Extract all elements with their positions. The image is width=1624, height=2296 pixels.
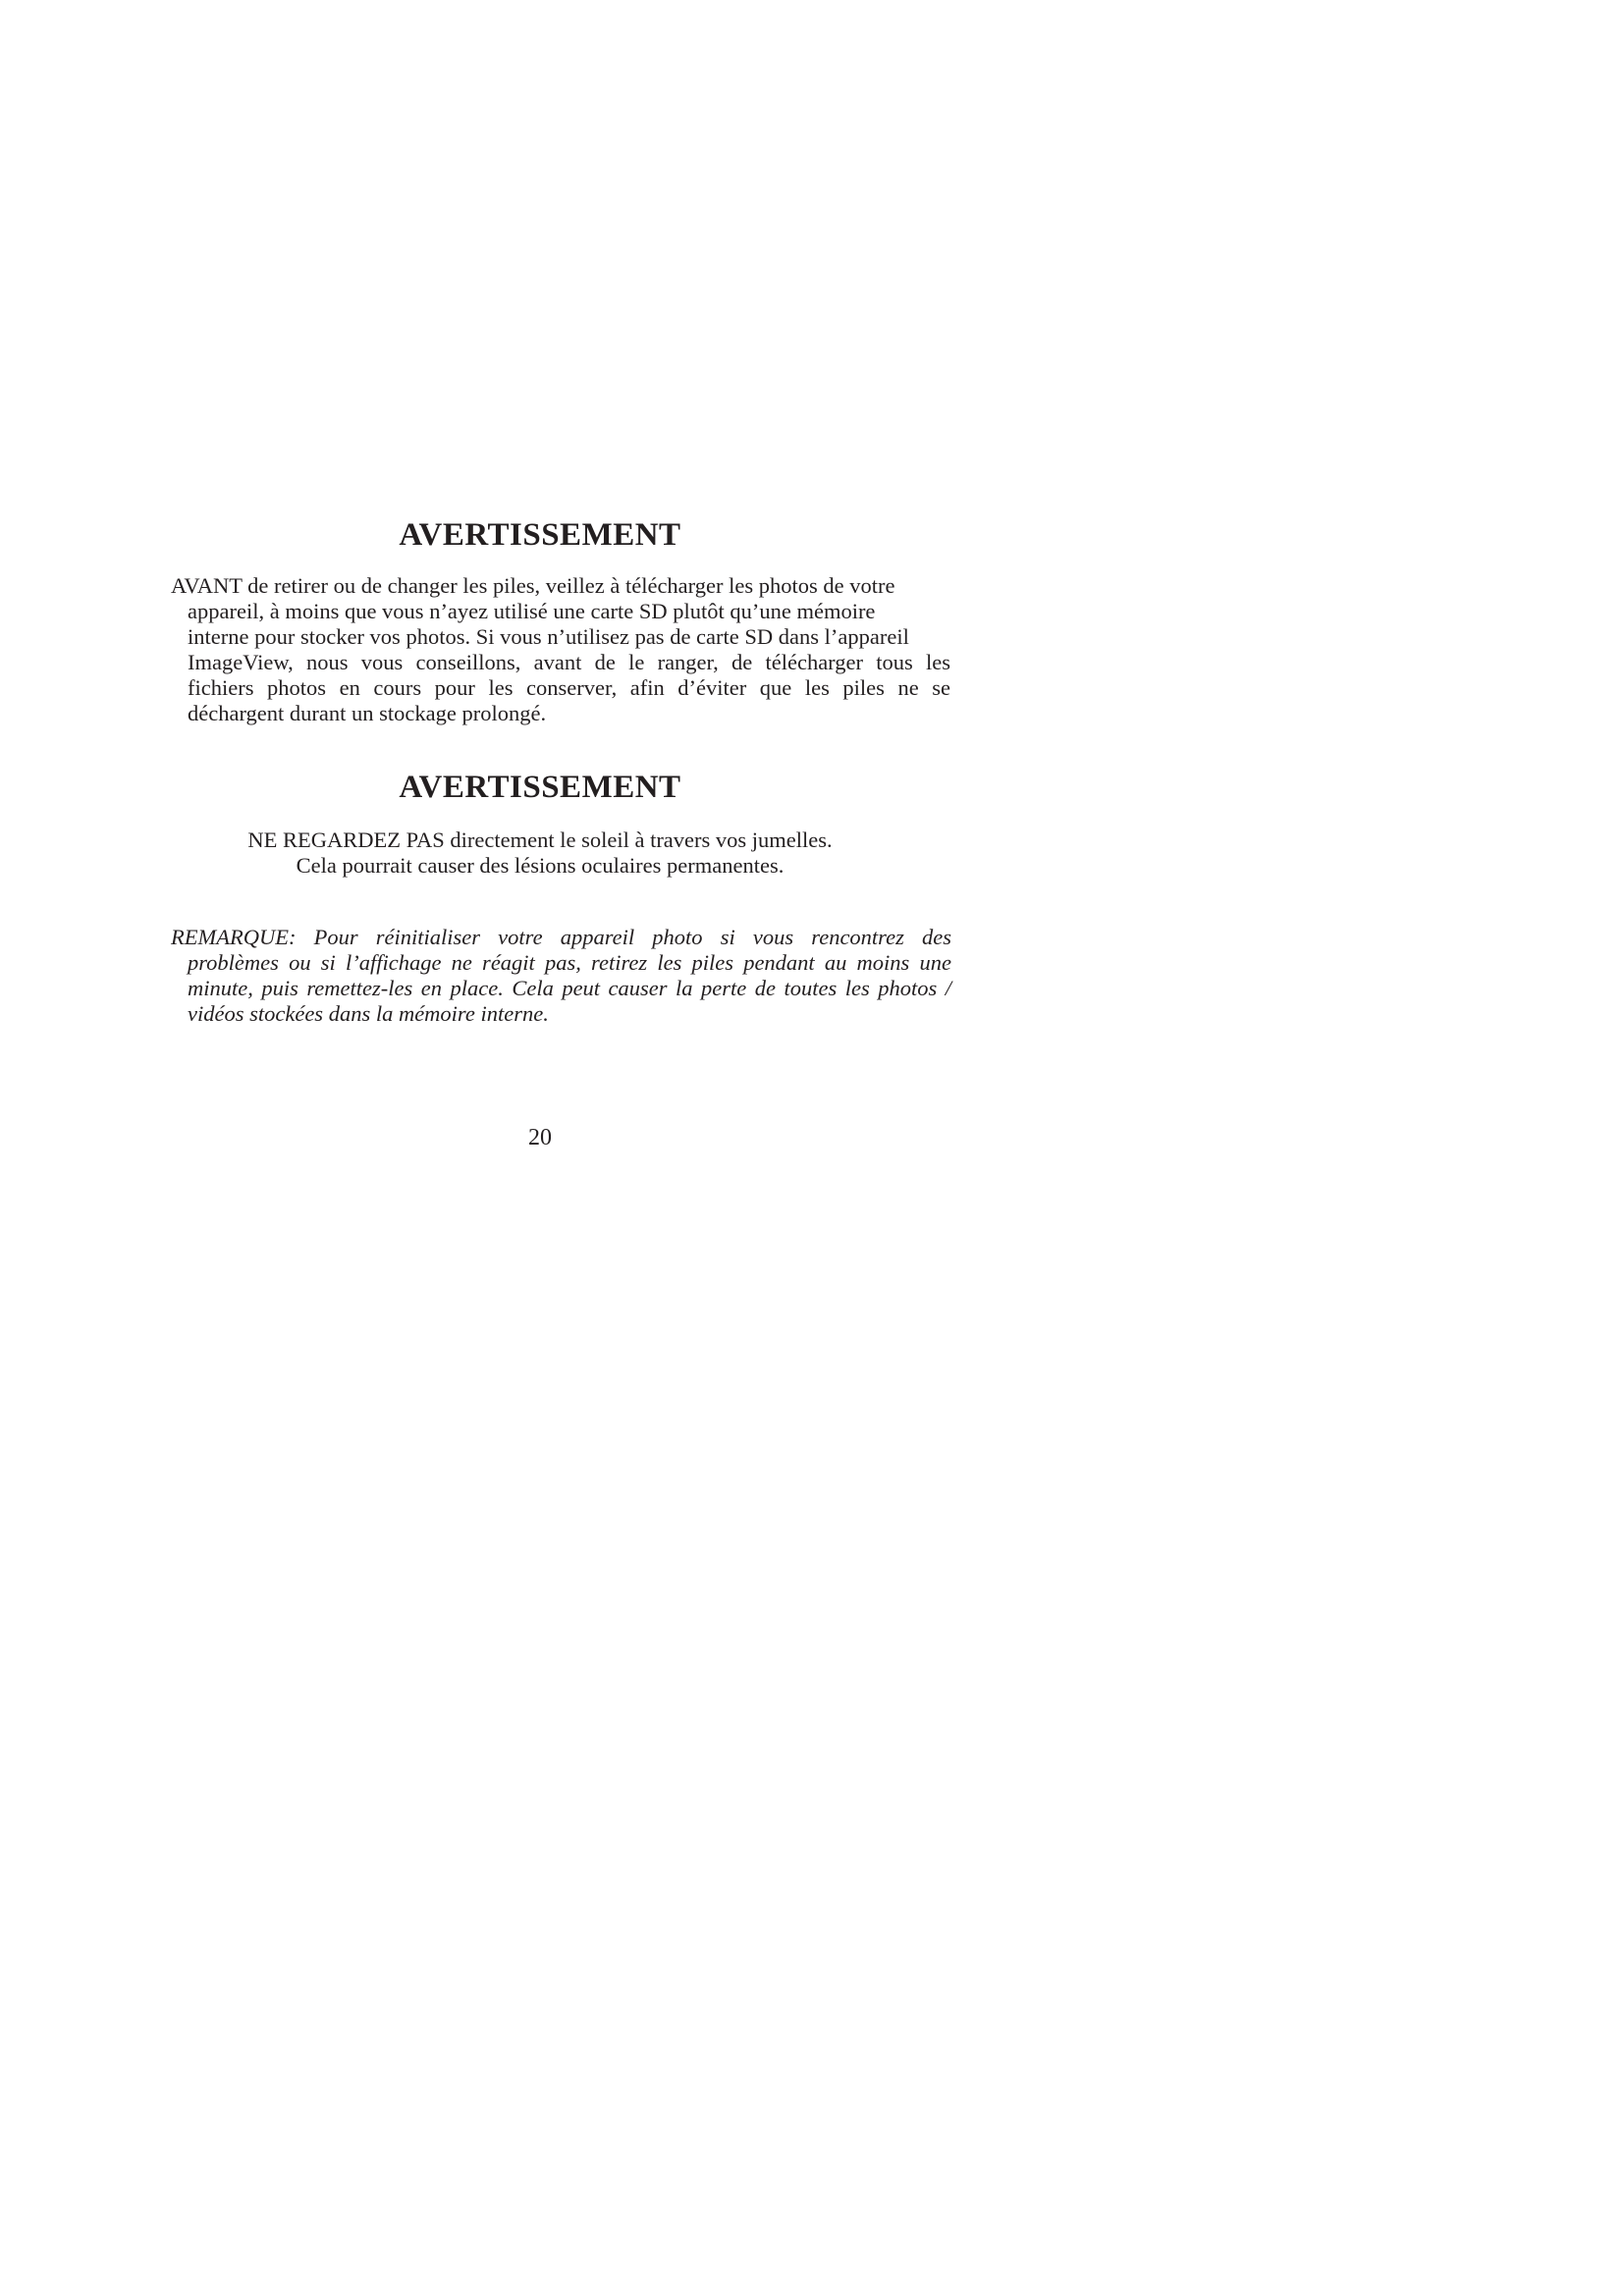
warning-text-line: NE REGARDEZ PAS directement le soleil à travers vos jumelles.: [247, 828, 833, 852]
warning-text-line: ImageView, nous vous conseillons, avant de le ranger, de télécharger tous les: [188, 650, 950, 674]
document-page: [0, 0, 1080, 1527]
warning-text-line: déchargent durant un stockage prolongé.: [188, 701, 547, 725]
warning-text-line: appareil, à moins que vous n’ayez utilisé une carte SD plutôt qu’une mémoire: [188, 599, 876, 623]
remark-line: vidéos stockées dans la mémoire interne.: [188, 1001, 549, 1026]
remark-line: problèmes ou si l’affichage ne réagit pas, retirez les piles pendant au moins une: [188, 950, 951, 975]
warning-text-line: AVANT de retirer ou de changer les piles, veillez à télécharger les photos de votre: [171, 573, 895, 598]
warning-text-sun: [0, 828, 1080, 879]
warning-heading-sun: AVERTISSEMENT: [399, 770, 681, 805]
remark-note: [171, 925, 951, 1027]
page-number: 20: [528, 1125, 552, 1150]
warning-text-line: interne pour stocker vos photos. Si vous n’utilisez pas de carte SD dans l’appareil: [188, 624, 909, 649]
remark-line: REMARQUE: Pour réinitialiser votre appareil photo si vous rencontrez des: [171, 925, 951, 949]
warning-text-batteries: [171, 573, 950, 726]
warning-text-line: fichiers photos en cours pour les conserver, afin d’éviter que les piles ne se: [188, 675, 950, 700]
remark-line: minute, puis remettez-les en place. Cela peut causer la perte de toutes les photos /: [188, 976, 951, 1000]
warning-text-line: Cela pourrait causer des lésions oculaires permanentes.: [296, 853, 785, 878]
warning-heading-batteries: AVERTISSEMENT: [399, 517, 681, 553]
